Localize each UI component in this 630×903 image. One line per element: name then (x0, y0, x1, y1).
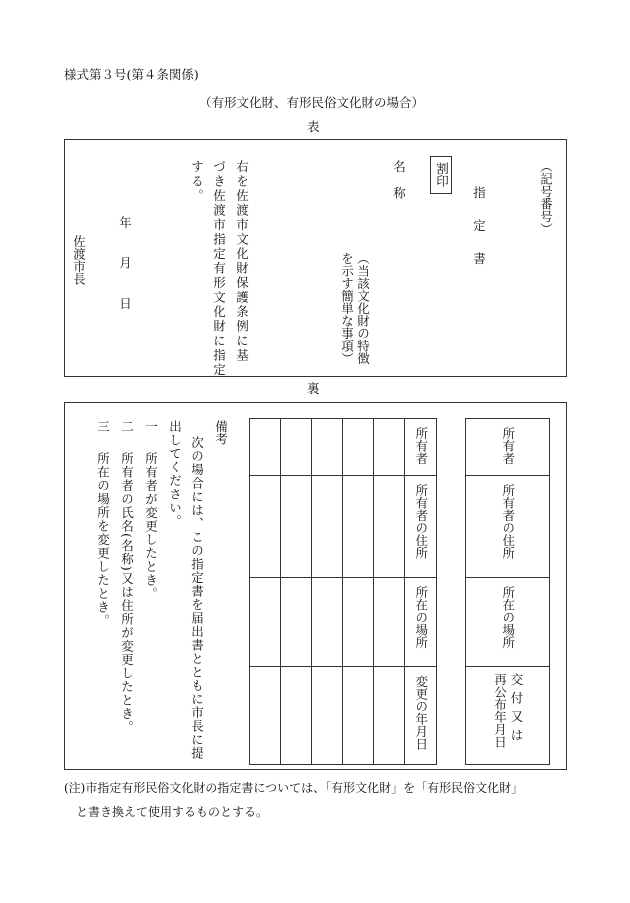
notes-intro-line2: 出してください。 (167, 420, 183, 528)
ledger-cell[interactable] (312, 476, 343, 578)
footnote-line2: と書き換えて使用するものとする。 (76, 805, 269, 819)
ledger-cell[interactable] (312, 419, 343, 476)
stub-cell (466, 419, 550, 476)
ledger-header-cell (405, 578, 437, 667)
stub-header-location: 所在の場所 (500, 586, 516, 649)
stub-cell (466, 476, 550, 578)
ledger-header-change-date: 変更の年月日 (413, 675, 429, 750)
ledger-header-location: 所在の場所 (413, 586, 429, 649)
stub-header-issue-line1: 交付又は (509, 673, 524, 747)
stub-cell (466, 667, 550, 765)
symbol-number: （記号番号） (538, 160, 554, 235)
document-title: 指 定 書 (471, 186, 487, 269)
notes-intro-line1: 次の場合には、この指定書を届出書とともに市長に提 (189, 436, 205, 760)
name-label: 名称 (391, 160, 407, 213)
notes-item-1-number: 一 (143, 420, 159, 433)
ledger-cell[interactable] (374, 476, 405, 578)
ledger-cell[interactable] (343, 419, 374, 476)
stub-header-owner-address: 所有者の住所 (500, 484, 516, 559)
front-certificate-frame (64, 139, 567, 377)
ledger-header-cell (405, 667, 437, 765)
form-subtitle: （有形文化財、有形民俗文化財の場合） (199, 95, 425, 110)
ledger-cell[interactable] (374, 578, 405, 667)
ledger-cell[interactable] (250, 476, 281, 578)
ledger-cell[interactable] (281, 667, 312, 765)
stub-header-owner: 所有者 (500, 427, 516, 465)
ledger-cell[interactable] (312, 578, 343, 667)
ledger-cell[interactable] (374, 667, 405, 765)
front-section-label: 表 (307, 119, 320, 134)
body-line-3: する。 (189, 160, 205, 204)
ledger-cell[interactable] (343, 667, 374, 765)
stub-header-issue-line2: 再公布年月日 (492, 673, 508, 748)
stub-table (465, 418, 550, 765)
notes-item-2-number: 二 (119, 420, 135, 433)
ledger-header-owner-address: 所有者の住所 (413, 484, 429, 559)
ledger-header-cell (405, 419, 437, 476)
ledger-header-cell (405, 476, 437, 578)
description-note-line1: （当該文化財の特徴 (355, 252, 371, 365)
body-line-1: 右を佐渡市文化財保護条例に基 (234, 160, 250, 363)
ledger-header-owner: 所有者 (413, 427, 429, 465)
stub-cell (466, 578, 550, 667)
ledger-cell[interactable] (281, 419, 312, 476)
ledger-cell[interactable] (374, 419, 405, 476)
ledger-cell[interactable] (312, 667, 343, 765)
date-label: 年 月 日 (117, 216, 133, 311)
description-note-line2: を示す簡単な事項） (339, 252, 355, 365)
ledger-cell[interactable] (250, 578, 281, 667)
ledger-cell[interactable] (343, 476, 374, 578)
notes-item-1-text: 所有者が変更したとき。 (143, 452, 159, 601)
form-number: 様式第３号(第４条関係) (64, 67, 199, 82)
ledger-cell[interactable] (281, 578, 312, 667)
notes-item-3-number: 三 (95, 420, 111, 433)
ledger-cell[interactable] (281, 476, 312, 578)
body-line-2: づき佐渡市指定有形文化財に指定 (211, 160, 227, 378)
seal-text: 割印 (434, 162, 450, 187)
seal-box (430, 156, 452, 194)
footnote-line1: (注)市指定有形民俗文化財の指定書については、「有形文化財」を「有形民俗文化財」 (64, 781, 524, 795)
ownership-ledger-table (249, 418, 437, 765)
back-section-label: 裏 (307, 381, 320, 396)
ledger-cell[interactable] (250, 419, 281, 476)
notes-item-2-text: 所有者の氏名(名称)又は住所が変更したとき。 (119, 452, 135, 734)
issuer: 佐渡市長 (71, 235, 87, 285)
notes-title: 備考 (213, 420, 229, 445)
notes-item-3-text: 所在の場所を変更したとき。 (95, 452, 111, 628)
ledger-cell[interactable] (343, 578, 374, 667)
ledger-cell[interactable] (250, 667, 281, 765)
